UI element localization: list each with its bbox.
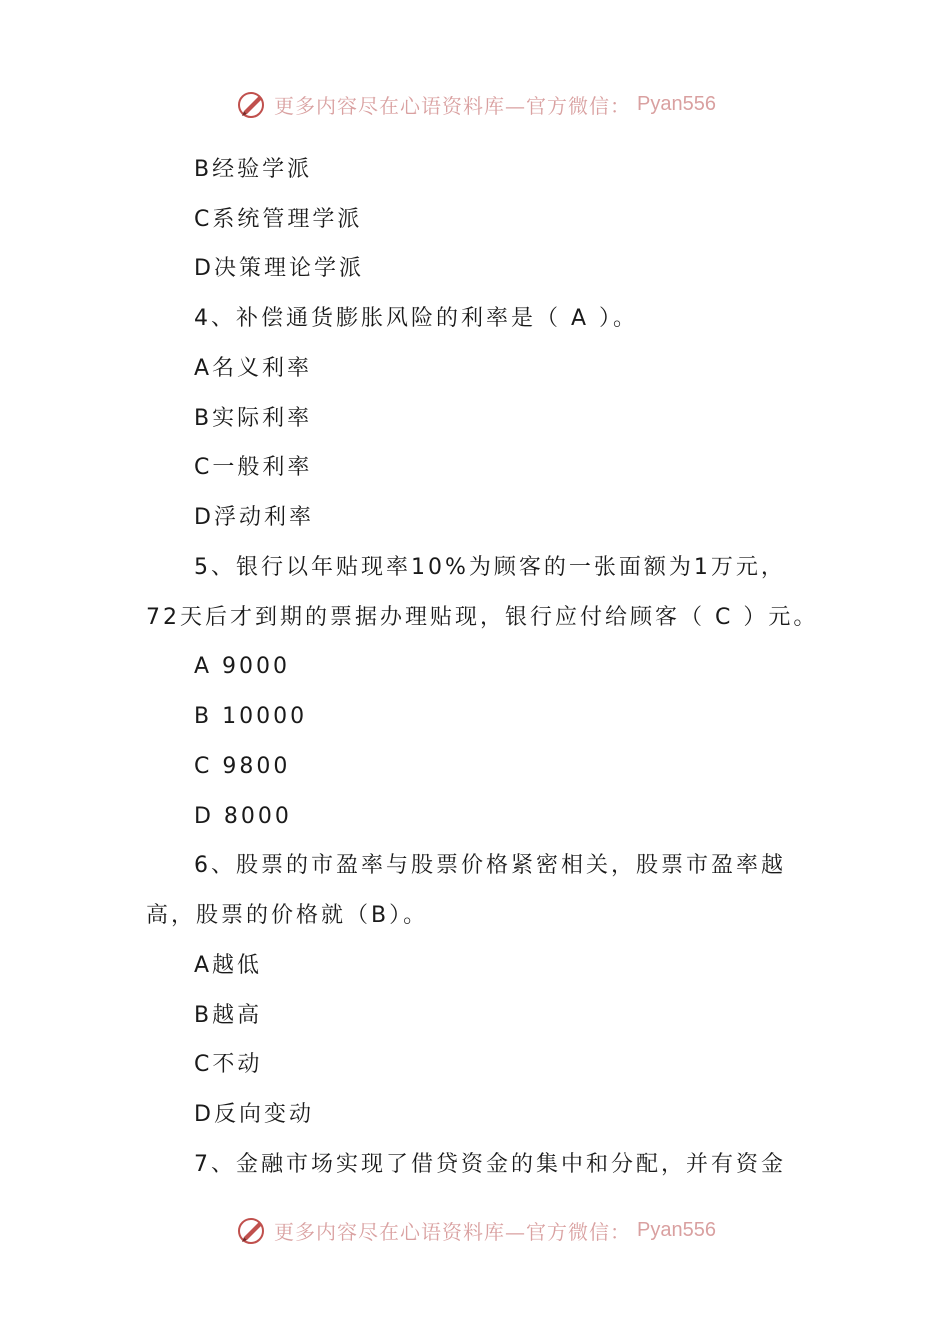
watermark-banner-bottom <box>0 1210 950 1250</box>
pen-logo-icon <box>234 87 268 121</box>
option-line: D 8000 <box>194 804 292 829</box>
option-line: B越高 <box>194 1003 263 1028</box>
watermark-handle: Pyan556 <box>637 1218 716 1241</box>
watermark-text: 更多内容尽在心语资料库—官方微信： <box>274 1219 632 1244</box>
question-line: 6、股票的市盈率与股票价格紧密相关，股票市盈率越 <box>194 853 786 878</box>
option-line: B实际利率 <box>194 406 313 431</box>
option-line: D反向变动 <box>194 1102 314 1127</box>
option-line: C系统管理学派 <box>194 207 363 232</box>
watermark-handle: Pyan556 <box>637 92 716 115</box>
option-line: D浮动利率 <box>194 505 314 530</box>
watermark-text: 更多内容尽在心语资料库—官方微信： <box>274 93 632 118</box>
option-line: A 9000 <box>194 654 291 679</box>
option-line: C不动 <box>194 1052 263 1077</box>
question-line: 4、补偿通货膨胀风险的利率是（ A ）。 <box>194 306 639 331</box>
question-line: 7、金融市场实现了借贷资金的集中和分配，并有资金 <box>194 1152 786 1177</box>
option-line: A名义利率 <box>194 356 313 381</box>
question-line: 5、银行以年贴现率10%为顾客的一张面额为1万元， <box>194 555 786 580</box>
watermark-banner-top <box>0 84 950 124</box>
option-line: A越低 <box>194 953 263 978</box>
question-continuation-line: 高，股票的价格就（B）。 <box>146 903 429 928</box>
option-line: C一般利率 <box>194 455 313 480</box>
option-line: B 10000 <box>194 704 308 729</box>
option-line: C 9800 <box>194 754 291 779</box>
question-continuation-line: 72天后才到期的票据办理贴现，银行应付给顾客（ C ）元。 <box>146 605 819 630</box>
option-line: D决策理论学派 <box>194 256 364 281</box>
pen-logo-icon <box>234 1213 268 1247</box>
option-line: B经验学派 <box>194 157 313 182</box>
